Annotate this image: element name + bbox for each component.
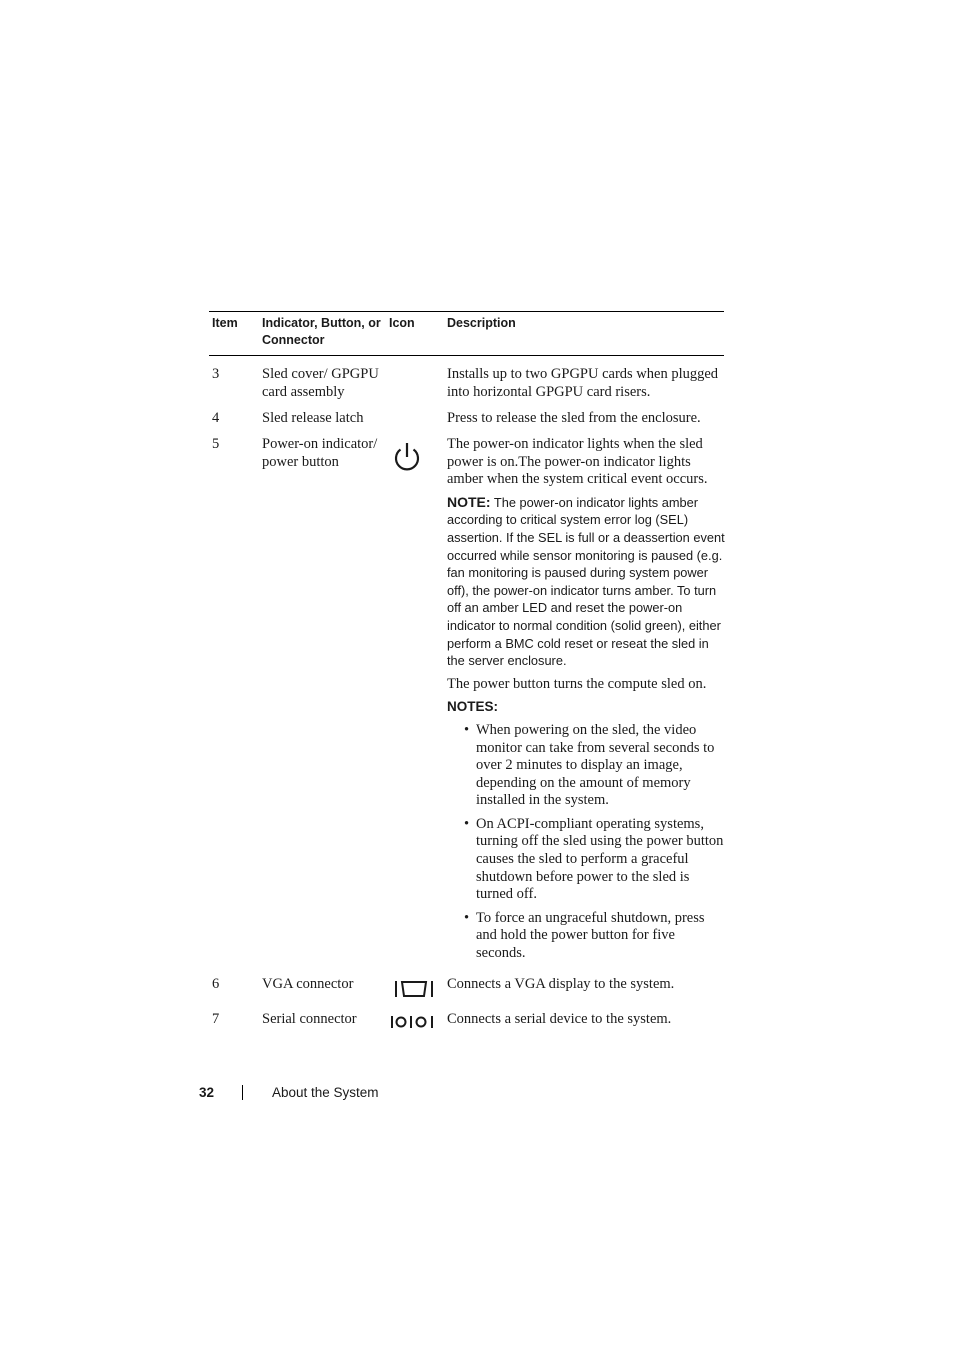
footer-separator: [242, 1085, 243, 1100]
notes-list: [447, 722, 727, 963]
vga-connector-icon: [394, 978, 434, 1000]
table-header: [209, 312, 724, 356]
notes-label: NOTES:: [447, 699, 499, 715]
power-icon: [392, 441, 422, 475]
row-item: 7: [212, 1011, 220, 1027]
power-description: The power-on indicator lights when the sled power is on.The power-on indicator lights amber when the system critical event occurs.: [447, 436, 708, 488]
row-item: 5: [212, 436, 220, 452]
serial-connector-icon: [390, 1014, 436, 1030]
table-row: [209, 436, 724, 976]
row-indicator: VGA connector: [262, 976, 354, 992]
row-item: 6: [212, 976, 220, 992]
section-title: About the System: [272, 1085, 379, 1100]
table-row: [209, 1011, 724, 1037]
table-row: [209, 976, 724, 1011]
list-item: • On ACPI-compliant operating systems, turning off the sled using the power button causes the sled to perform a graceful shutdown before power to the sled is turned off.: [464, 815, 724, 903]
row-item: 3: [212, 366, 220, 382]
header-description: Description: [447, 316, 516, 330]
page-number: 32: [199, 1085, 215, 1100]
header-indicator: Indicator, Button, or Connector: [262, 316, 381, 347]
row-indicator: Serial connector: [262, 1011, 357, 1027]
row-description: Connects a VGA display to the system.: [447, 976, 675, 992]
row-description: Connects a serial device to the system.: [447, 1011, 672, 1027]
list-item: • When powering on the sled, the video monitor can take from several seconds to over 2 minutes to display an image, depending on the amount of memory installed in the system.: [464, 721, 715, 809]
row-indicator: Sled release latch: [262, 410, 364, 426]
power-button-description: The power button turns the compute sled on.: [447, 675, 707, 692]
header-icon: Icon: [389, 316, 415, 330]
component-table: [209, 311, 724, 1037]
row-description: Installs up to two GPGPU cards when plugged into horizontal GPGPU card risers.: [447, 366, 719, 400]
row-indicator: Sled cover/ GPGPU card assembly: [262, 366, 379, 400]
table-row: [209, 410, 724, 436]
row-indicator: Power-on indicator/ power button: [262, 436, 378, 470]
table-row: [209, 366, 724, 410]
note: [447, 494, 727, 670]
row-description: Press to release the sled from the enclosure.: [447, 410, 701, 426]
list-item: • To force an ungraceful shutdown, press and hold the power button for five seconds.: [464, 909, 705, 962]
note-label: NOTE:: [447, 493, 491, 510]
header-item: Item: [212, 316, 238, 330]
row-item: 4: [212, 410, 220, 426]
note-text: The power-on indicator lights amber according to critical system error log (SEL) assertion. If the SEL is full or a deassertion event occurred while sensor monitoring is paused (e.g. fan monitoring is paused during system power off), the power-on indicator turns amber. To turn off an amber LED and reset the power-on indicator to normal condition (solid green), either perform a BMC cold reset or reseat the sled in the server enclosure.: [447, 494, 725, 669]
row-description: [447, 436, 727, 969]
